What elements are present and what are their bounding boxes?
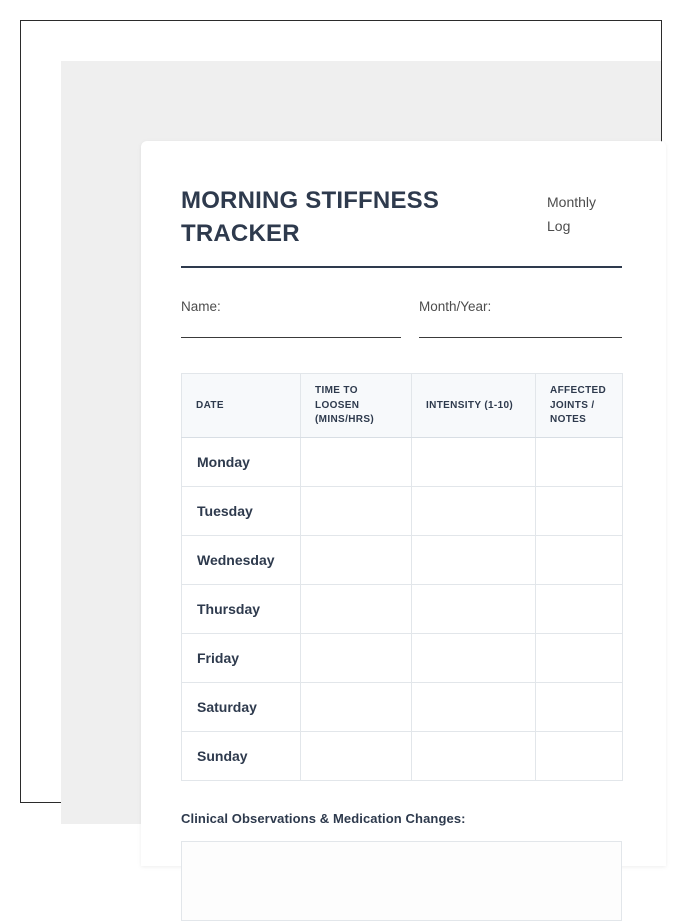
cell-day: Saturday (182, 683, 301, 732)
table-row (182, 732, 623, 781)
cell-intensity[interactable] (412, 585, 536, 634)
cell-intensity[interactable] (412, 634, 536, 683)
title-divider (181, 266, 622, 268)
document-card (141, 141, 666, 866)
cell-notes[interactable] (536, 487, 623, 536)
table-row (182, 438, 623, 487)
table-header (182, 374, 623, 438)
clinical-observations-textarea[interactable] (181, 841, 622, 921)
document-frame (20, 20, 662, 826)
cell-time-to-loosen[interactable] (301, 634, 412, 683)
month-year-input-line[interactable] (419, 337, 622, 338)
column-header-intensity: INTENSITY (1-10) (412, 374, 536, 438)
table-row (182, 634, 623, 683)
table-row (182, 536, 623, 585)
stiffness-tracker-table (181, 373, 623, 781)
table-row (182, 683, 623, 732)
cell-day: Thursday (182, 585, 301, 634)
document-content (181, 141, 622, 921)
cell-time-to-loosen[interactable] (301, 536, 412, 585)
cell-notes[interactable] (536, 536, 623, 585)
cell-notes[interactable] (536, 585, 623, 634)
document-subtitle: Monthly Log (547, 194, 597, 234)
cell-time-to-loosen[interactable] (301, 585, 412, 634)
cell-intensity[interactable] (412, 487, 536, 536)
clinical-observations-section (181, 811, 622, 921)
cell-time-to-loosen[interactable] (301, 732, 412, 781)
cell-day: Friday (182, 634, 301, 683)
cell-time-to-loosen[interactable] (301, 438, 412, 487)
name-field-group (181, 299, 401, 338)
column-header-affected-joints-notes: AFFECTED JOINTS / NOTES (536, 374, 623, 438)
column-header-time-to-loosen: TIME TO LOOSEN (MINS/HRS) (301, 374, 412, 438)
cell-intensity[interactable] (412, 438, 536, 487)
cell-notes[interactable] (536, 732, 623, 781)
clinical-observations-heading: Clinical Observations & Medication Changes: (181, 811, 466, 826)
cell-day: Wednesday (182, 536, 301, 585)
name-label: Name: (181, 299, 221, 315)
month-year-field-group (419, 299, 622, 338)
month-year-label: Month/Year: (419, 299, 492, 315)
column-header-date: DATE (182, 374, 301, 438)
table-row (182, 585, 623, 634)
table-header-row (182, 374, 623, 438)
page-backdrop (61, 61, 661, 824)
name-input-line[interactable] (181, 337, 401, 338)
cell-time-to-loosen[interactable] (301, 683, 412, 732)
cell-notes[interactable] (536, 438, 623, 487)
cell-intensity[interactable] (412, 536, 536, 585)
cell-time-to-loosen[interactable] (301, 487, 412, 536)
page-title: MORNING STIFFNESS TRACKER (181, 187, 440, 247)
table-row (182, 487, 623, 536)
cell-intensity[interactable] (412, 683, 536, 732)
meta-fields-row (181, 299, 622, 338)
cell-notes[interactable] (536, 683, 623, 732)
table-body (182, 438, 623, 781)
cell-day: Sunday (182, 732, 301, 781)
cell-intensity[interactable] (412, 732, 536, 781)
cell-notes[interactable] (536, 634, 623, 683)
cell-day: Monday (182, 438, 301, 487)
document-header (181, 141, 622, 250)
cell-day: Tuesday (182, 487, 301, 536)
